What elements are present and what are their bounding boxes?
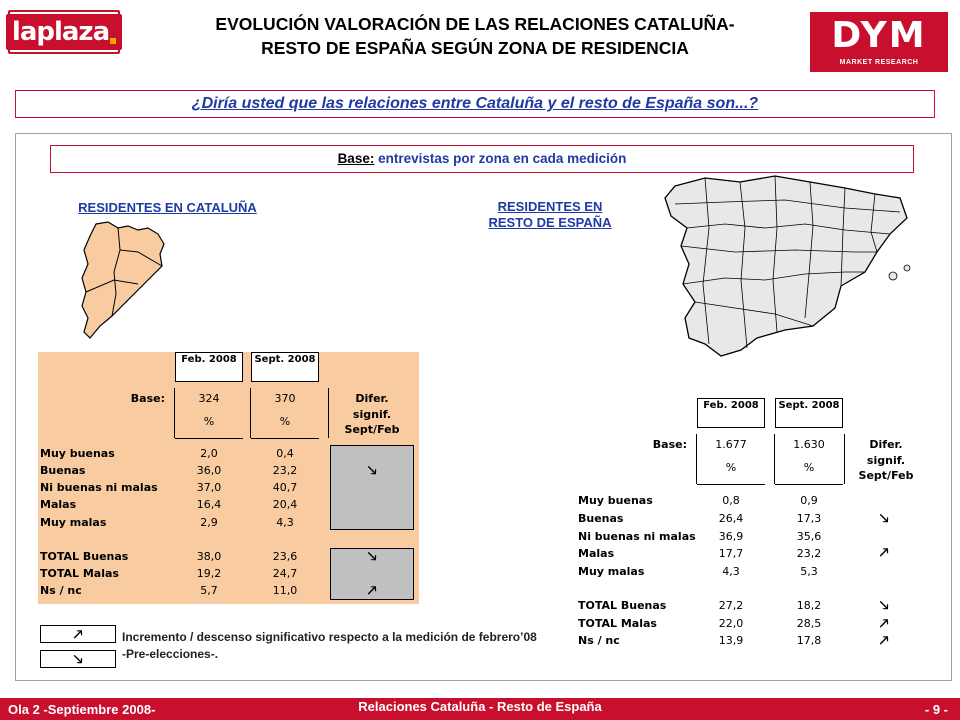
footer-study-title: Relaciones Cataluña - Resto de España: [358, 699, 602, 714]
footer-bar: [0, 698, 960, 720]
esp-pct-feb: %: [725, 461, 737, 474]
esp-row-label: Ni buenas ni malas: [578, 530, 696, 543]
cat-total-sept: 23,6: [272, 550, 298, 563]
cataluna-title: RESIDENTES EN CATALUÑA: [78, 200, 257, 215]
cat-row-feb: 37,0: [196, 481, 222, 494]
esp-row-sept: 5,3: [800, 565, 818, 578]
esp-row-feb: 36,9: [718, 530, 744, 543]
cat-total-feb: 38,0: [196, 550, 222, 563]
cat-row-label: Muy malas: [40, 516, 107, 529]
cat-total-sept: 11,0: [272, 584, 298, 597]
cat-base-sept: 370: [274, 392, 296, 405]
cat-row-sept: 23,2: [272, 464, 298, 477]
dym-logo-text: DYM: [831, 15, 927, 56]
dym-logo-subtitle: MARKET RESEARCH: [839, 59, 919, 66]
up-arrow-icon: 🡕: [879, 633, 889, 649]
cat-row-feb: 2,9: [200, 516, 218, 529]
footer-wave: Ola 2 -Septiembre 2008-: [8, 702, 156, 717]
footer-page-number: - 9 -: [924, 702, 948, 717]
cat-base-label: Base:: [130, 392, 165, 405]
cat-row-label: Muy buenas: [40, 447, 115, 460]
cat-pct-sept: %: [279, 415, 291, 428]
question-text: ¿Diría usted que las relaciones entre Cataluña y el resto de España son...?: [191, 95, 759, 112]
esp-pct-sept: %: [803, 461, 815, 474]
question-box: [15, 90, 935, 118]
esp-total-feb: 27,2: [718, 599, 744, 612]
laplaza-logo: [8, 10, 120, 54]
esp-total-label: TOTAL Malas: [578, 617, 657, 630]
base-label: Base:: [337, 151, 375, 166]
esp-row-feb: 26,4: [718, 512, 744, 525]
esp-total-sept: 28,5: [796, 617, 822, 630]
cat-header-feb: Feb. 2008: [175, 352, 243, 382]
cat-total-feb: 19,2: [196, 567, 222, 580]
esp-difer-2: signif.: [866, 454, 906, 467]
esp-base-feb: 1.677: [715, 438, 747, 451]
title-line-2: RESTO DE ESPAÑA SEGÚN ZONA DE RESIDENCIA: [261, 38, 689, 58]
title-line-1: EVOLUCIÓN VALORACIÓN DE LAS RELACIONES CATALUÑA-: [215, 14, 735, 34]
base-value: entrevistas por zona en cada medición: [374, 151, 627, 166]
cat-row-sept: 40,7: [272, 481, 298, 494]
esp-row-label: Malas: [578, 547, 615, 560]
espana-table: [576, 398, 927, 652]
esp-total-label: TOTAL Buenas: [578, 599, 667, 612]
cat-total-feb: 5,7: [200, 584, 218, 597]
down-arrow-icon: 🡖: [367, 463, 377, 479]
esp-base-label: Base:: [652, 438, 687, 451]
esp-row-label: Buenas: [578, 512, 624, 525]
cataluna-map-icon: [78, 220, 168, 342]
up-arrow-icon: 🡕: [879, 545, 889, 561]
cat-row-label: Malas: [40, 498, 77, 511]
espana-title-line-1: RESIDENTES EN: [497, 199, 603, 214]
cat-total-label: Ns / nc: [40, 584, 82, 597]
espana-title-line-2: RESTO DE ESPAÑA: [488, 215, 612, 230]
cat-row-sept: 20,4: [272, 498, 298, 511]
espana-map-icon: [645, 168, 920, 360]
esp-difer-1: Difer.: [869, 438, 903, 451]
esp-header-sept: Sept. 2008: [775, 398, 843, 428]
esp-total-label: Ns / nc: [578, 634, 620, 647]
esp-row-label: Muy buenas: [578, 494, 653, 507]
esp-total-feb: 13,9: [718, 634, 744, 647]
cat-difer-1: Difer.: [355, 392, 389, 405]
page-title: [150, 12, 800, 60]
cat-pct-feb: %: [203, 415, 215, 428]
up-arrow-icon: 🡕: [367, 583, 377, 599]
esp-header-feb: Feb. 2008: [697, 398, 765, 428]
legend-up-arrow-icon: 🡕: [40, 625, 116, 643]
cat-signif-box-1: [330, 445, 414, 530]
cat-total-sept: 24,7: [272, 567, 298, 580]
cat-row-label: Ni buenas ni malas: [40, 481, 158, 494]
cataluna-table: [38, 352, 419, 604]
cat-row-sept: 0,4: [276, 447, 294, 460]
down-arrow-icon: 🡖: [879, 598, 889, 614]
cat-header-sept: Sept. 2008: [251, 352, 319, 382]
esp-row-feb: 0,8: [722, 494, 740, 507]
legend-text: Incremento / descenso significativo respecto a la medición de febrero’08 -Pre-elecciones-.: [122, 630, 537, 661]
esp-total-sept: 18,2: [796, 599, 822, 612]
down-arrow-icon: 🡖: [367, 549, 377, 565]
esp-row-sept: 23,2: [796, 547, 822, 560]
espana-title: [450, 199, 650, 231]
cat-base-feb: 324: [198, 392, 220, 405]
esp-row-feb: 17,7: [718, 547, 744, 560]
up-arrow-icon: 🡕: [879, 616, 889, 632]
esp-row-sept: 0,9: [800, 494, 818, 507]
laplaza-logo-text: laplaza: [11, 17, 110, 47]
esp-total-sept: 17,8: [796, 634, 822, 647]
cat-total-label: TOTAL Buenas: [40, 550, 129, 563]
cat-row-sept: 4,3: [276, 516, 294, 529]
cat-row-feb: 36,0: [196, 464, 222, 477]
cat-difer-2: signif.: [352, 408, 392, 421]
esp-base-sept: 1.630: [793, 438, 825, 451]
cat-row-feb: 16,4: [196, 498, 222, 511]
legend-down-arrow-icon: 🡖: [40, 650, 116, 668]
dym-logo: [810, 12, 948, 72]
esp-row-feb: 4,3: [722, 565, 740, 578]
esp-difer-3: Sept/Feb: [858, 469, 914, 482]
esp-total-feb: 22,0: [718, 617, 744, 630]
cat-difer-3: Sept/Feb: [344, 423, 400, 436]
cat-row-label: Buenas: [40, 464, 86, 477]
cat-total-label: TOTAL Malas: [40, 567, 119, 580]
down-arrow-icon: 🡖: [879, 511, 889, 527]
esp-row-sept: 17,3: [796, 512, 822, 525]
esp-row-label: Muy malas: [578, 565, 645, 578]
cat-row-feb: 2,0: [200, 447, 218, 460]
esp-row-sept: 35,6: [796, 530, 822, 543]
